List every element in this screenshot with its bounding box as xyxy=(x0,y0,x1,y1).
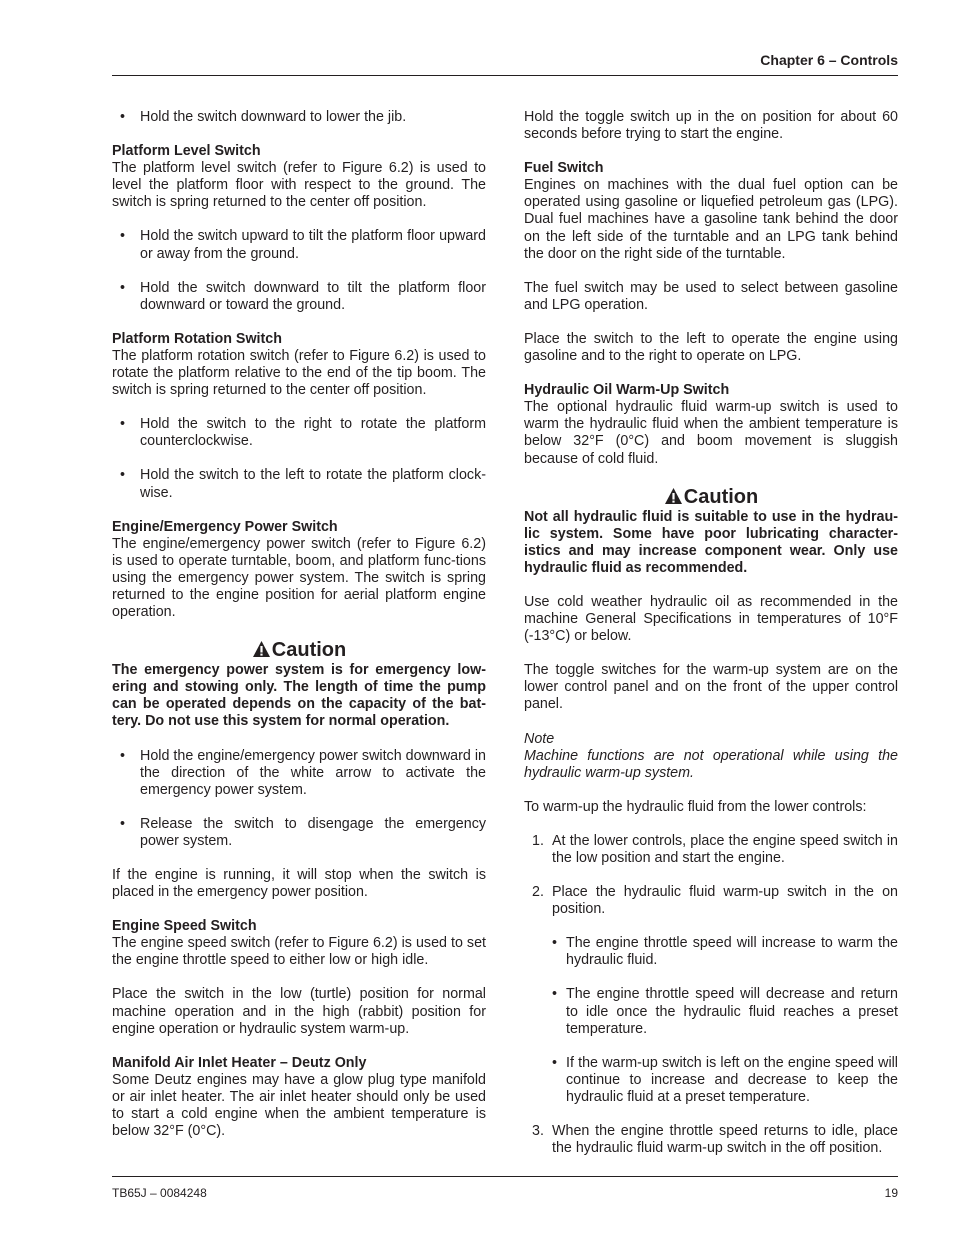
note-text: Machine functions are not operational while using the hydraulic warm-up system. xyxy=(524,747,898,781)
warning-triangle-icon xyxy=(664,487,683,505)
paragraph: The fuel switch may be used to select between gasoline and LPG operation. xyxy=(524,279,898,313)
list-item: • Hold the switch to the left to rotate the platform clock-wise. xyxy=(120,467,486,501)
list-item: • Hold the switch downward to lower the jib. xyxy=(120,109,407,125)
list-item: • Hold the engine/emergency power switch downward in the direction of the white arrow to activate the emergency power system. xyxy=(120,747,486,798)
numbered-step: 3. When the engine throttle speed returns to idle, place the hydraulic fluid warm-up switch in the off position. xyxy=(532,1123,898,1157)
list-item: • Release the switch to disengage the emergency power system. xyxy=(120,815,486,849)
paragraph: The optional hydraulic fluid warm-up switch is used to warm the hydraulic fluid when the ambient temperature is below 32°F (0°C) and boom movement is sluggish because of cold fluid. xyxy=(524,399,898,467)
paragraph: Some Deutz engines may have a glow plug type manifold or air inlet heater. The air inlet heater should only be used to start a cold engine when the ambient temperature is below 32°F (0°C). xyxy=(112,1071,486,1140)
paragraph: The toggle switches for the warm-up system are on the lower control panel and on the front of the upper control panel. xyxy=(524,662,898,713)
section-heading: Fuel Switch xyxy=(524,160,604,177)
section-heading: Platform Level Switch xyxy=(112,143,261,160)
paragraph: Use cold weather hydraulic oil as recommended in the machine General Specifications in temperatures of 10°F (-13°C) or below. xyxy=(524,593,898,645)
chapter-header: Chapter 6 – Controls xyxy=(760,52,898,68)
note-label: Note xyxy=(524,730,555,747)
list-item: • The engine throttle speed will increase to warm the hydraulic fluid. xyxy=(552,935,898,969)
list-item: • The engine throttle speed will decrease and return to idle once the hydraulic fluid reaches a preset temperature. xyxy=(552,986,898,1037)
section-heading: Engine/Emergency Power Switch xyxy=(112,518,338,535)
footer-rule xyxy=(112,1176,898,1177)
caution-text: The emergency power system is for emergency low-ering and stowing only. The length of time the pump can be operated depends on the capacity of the bat-tery. Do not use this system for normal operation. xyxy=(112,662,486,730)
left-column xyxy=(112,109,486,1157)
header-rule xyxy=(112,75,898,76)
list-item: • Hold the switch upward to tilt the platform floor upward or away from the ground. xyxy=(120,228,486,262)
paragraph: The engine speed switch (refer to Figure 6.2) is used to set the engine throttle speed to either low or high idle. xyxy=(112,935,486,969)
paragraph: If the engine is running, it will stop when the switch is placed in the emergency power position. xyxy=(112,867,486,901)
section-heading: Manifold Air Inlet Heater – Deutz Only xyxy=(112,1054,367,1071)
paragraph: Place the switch to the left to operate the engine using gasoline and to the right to operate on LPG. xyxy=(524,330,898,365)
caution-heading: Caution xyxy=(524,485,898,509)
caution-heading: Caution xyxy=(112,638,486,662)
paragraph: The platform rotation switch (refer to Figure 6.2) is used to rotate the platform relative to the end of the tip boom. The switch is spring returned to the center off position. xyxy=(112,347,486,399)
paragraph: The platform level switch (refer to Figure 6.2) is used to level the platform floor with respect to the ground. The switch is spring returned to the center off position. xyxy=(112,160,486,211)
paragraph: Hold the toggle switch up in the on position for about 60 seconds before trying to start the engine. xyxy=(524,109,898,143)
caution-text: Not all hydraulic fluid is suitable to use in the hydrau-lic system. Some have poor lubricating character-istics and may increase component wear. Only use hydraulic fluid as recommended. xyxy=(524,508,898,576)
warning-triangle-icon xyxy=(252,640,271,658)
doc-number: TB65J – 0084248 xyxy=(112,1186,207,1200)
paragraph: Engines on machines with the dual fuel option can be operated using gasoline or liquefied petroleum gas (LPG). Dual fuel machines have a gasoline tank behind the door on the left side of the turntable and an LPG tank behind the door on the right side of the turntable. xyxy=(524,177,898,262)
section-heading: Platform Rotation Switch xyxy=(112,330,282,347)
page-number: 19 xyxy=(884,1186,898,1200)
paragraph: The engine/emergency power switch (refer to Figure 6.2) is used to operate turntable, boom, and platform func-tions using the emergency power system. The switch is spring returned to the engine position for aerial platform engine operation. xyxy=(112,535,486,621)
paragraph: To warm-up the hydraulic fluid from the lower controls: xyxy=(524,798,867,815)
list-item: • If the warm-up switch is left on the engine speed will continue to increase and decrease to keep the hydraulic fluid at a preset temperature. xyxy=(552,1054,898,1105)
section-heading: Hydraulic Oil Warm-Up Switch xyxy=(524,382,730,399)
paragraph: Place the switch in the low (turtle) position for normal machine operation and in the high (rabbit) position for engine operation or hydraulic system warm-up. xyxy=(112,986,486,1037)
numbered-step: 2. Place the hydraulic fluid warm-up switch in the on position. xyxy=(532,884,898,918)
list-item: • Hold the switch to the right to rotate the platform counterclockwise. xyxy=(120,416,486,450)
numbered-step: 1. At the lower controls, place the engine speed switch in the low position and start the engine. xyxy=(532,832,898,866)
section-heading: Engine Speed Switch xyxy=(112,918,257,935)
list-item: • Hold the switch downward to tilt the platform floor downward or toward the ground. xyxy=(120,279,486,313)
right-column xyxy=(524,109,898,1174)
